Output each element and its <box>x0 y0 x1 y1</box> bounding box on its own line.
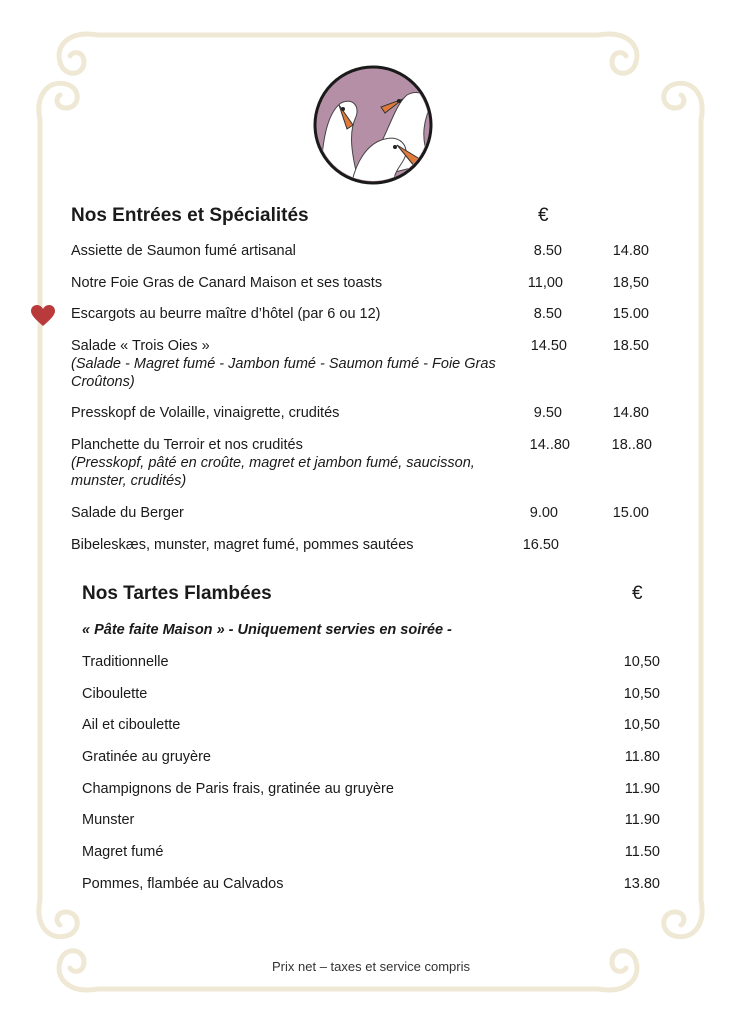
entrees-title: Nos Entrées et Spécialités <box>71 205 309 226</box>
list-item <box>0 337 742 393</box>
price-small: 9.00 <box>529 505 558 521</box>
item-name-block <box>71 337 521 391</box>
item-name: Traditionnelle <box>82 654 169 670</box>
item-name: Gratinée au gruyère <box>82 749 211 765</box>
price-small: 16.50 <box>522 537 559 553</box>
price: 11.50 <box>624 844 660 860</box>
item-name: Presskopf de Volaille, vinaigrette, crudités <box>71 405 340 421</box>
item-name: Salade du Berger <box>71 505 184 521</box>
item-name: Escargots au beurre maître d’hôtel (par 6 ou 12) <box>71 306 381 322</box>
list-item <box>0 242 742 262</box>
price-small: 14.50 <box>530 338 567 354</box>
tartes-title: Nos Tartes Flambées <box>82 583 272 604</box>
price-large: 18..80 <box>611 437 652 453</box>
price-large: 15.00 <box>612 505 649 521</box>
price: 10,50 <box>623 686 660 702</box>
item-name: Salade « Trois Oies » <box>71 338 210 354</box>
list-item <box>0 504 742 524</box>
list-item <box>0 305 742 325</box>
item-name: Notre Foie Gras de Canard Maison et ses toasts <box>71 275 383 291</box>
price-small: 8.50 <box>533 306 562 322</box>
price-large: 14.80 <box>612 405 649 421</box>
list-item <box>0 436 742 492</box>
price-large: 18,50 <box>612 275 649 291</box>
item-name-block <box>71 436 521 490</box>
price-small: 8.50 <box>533 243 562 259</box>
price-large: 14.80 <box>612 243 649 259</box>
tartes-subtitle: « Pâte faite Maison » - Uniquement servies en soirée - <box>82 622 452 638</box>
item-name: Munster <box>82 812 135 828</box>
item-name: Planchette du Terroir et nos crudités <box>71 437 303 453</box>
price: 13.80 <box>623 876 660 892</box>
price-small: 11,00 <box>527 275 563 291</box>
item-name: Pommes, flambée au Calvados <box>82 876 284 892</box>
footer-note: Prix net – taxes et service compris <box>272 959 470 974</box>
geese-logo <box>311 63 435 187</box>
list-item <box>0 536 742 556</box>
price: 11.90 <box>624 812 660 828</box>
item-name: Bibeleskæs, munster, magret fumé, pommes sautées <box>71 537 414 553</box>
price-small: 9.50 <box>533 405 562 421</box>
price: 11.90 <box>624 781 660 797</box>
item-name: Ail et ciboulette <box>82 717 181 733</box>
item-description: (Salade - Magret fumé - Jambon fumé - Saumon fumé - Foie Gras Croûtons) <box>71 356 496 390</box>
price: 10,50 <box>623 717 660 733</box>
item-description: (Presskopf, pâté en croûte, magret et jambon fumé, saucisson, munster, crudités) <box>71 455 475 489</box>
price-large: 18.50 <box>612 338 649 354</box>
item-name: Magret fumé <box>82 844 164 860</box>
list-item <box>0 274 742 294</box>
price: 10,50 <box>623 654 660 670</box>
price: 11.80 <box>624 749 660 765</box>
item-name: Ciboulette <box>82 686 148 702</box>
list-item <box>0 404 742 424</box>
price-small: 14..80 <box>529 437 570 453</box>
entrees-currency: € <box>538 205 549 226</box>
item-name: Assiette de Saumon fumé artisanal <box>71 243 296 259</box>
price-large: 15.00 <box>612 306 649 322</box>
item-name: Champignons de Paris frais, gratinée au gruyère <box>82 781 394 797</box>
tartes-currency: € <box>632 583 643 604</box>
